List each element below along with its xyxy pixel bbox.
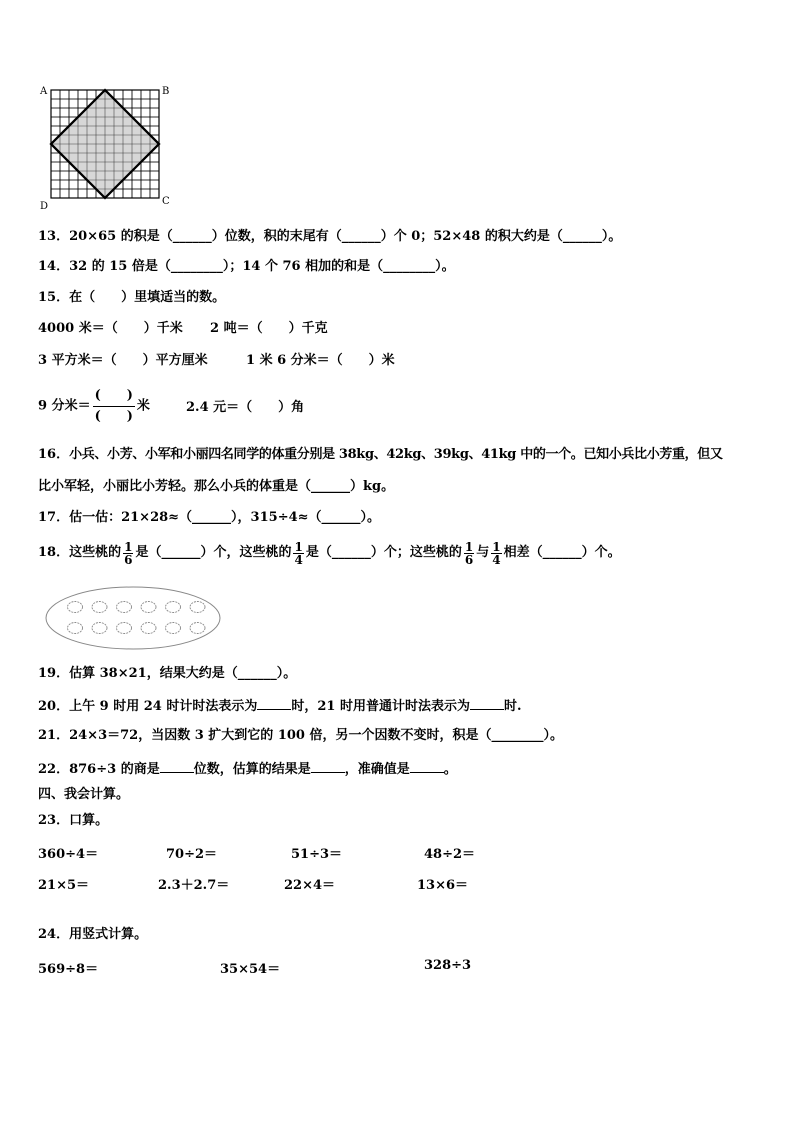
question-24 xyxy=(38,926,147,944)
calc-item: 2.3＋2.7＝ xyxy=(158,878,230,893)
peaches-figure xyxy=(44,585,224,655)
question-13 xyxy=(38,228,621,246)
q20-part1: 上午 9 时用 24 时计时法表示为 xyxy=(69,699,258,714)
q15-row3-b: 2.4 元＝（ ）角 xyxy=(186,400,305,415)
section-4-title: 四、我会计算。 xyxy=(38,787,130,802)
q15-row3-prefix: 9 分米＝ xyxy=(38,398,91,414)
question-text: 在（ ）里填适当的数。 xyxy=(69,290,226,305)
peach-icon xyxy=(117,623,132,634)
question-number: 23． xyxy=(38,813,70,828)
peach-icon xyxy=(92,623,107,634)
peach-icon xyxy=(92,602,107,613)
calc-item: 35×54＝ xyxy=(220,962,281,977)
peach-icon xyxy=(141,602,156,613)
fraction-denominator: 4 xyxy=(492,552,501,567)
q22-part3: ，准确值是 xyxy=(344,762,410,777)
fraction-blank xyxy=(93,386,135,427)
question-number: 14． xyxy=(38,259,70,274)
q22-part1: 876÷3 的商是 xyxy=(69,762,160,777)
q18-part5: 相差（______）个。 xyxy=(503,545,621,560)
calc-item: 13×6＝ xyxy=(417,878,469,893)
calc-item: 22×4＝ xyxy=(284,878,336,893)
question-text: 32 的 15 倍是（________）；14 个 76 相加的和是（________）。 xyxy=(69,259,455,274)
calc-item: 48÷2＝ xyxy=(424,847,476,862)
question-text: 24×3＝72，当因数 3 扩大到它的 100 倍，另一个因数不变时，积是（________）。 xyxy=(69,728,563,743)
calc-item: 328÷3 xyxy=(424,958,472,973)
fraction-numerator: 1 xyxy=(464,539,474,554)
question-18 xyxy=(38,538,621,569)
q18-part4: 与 xyxy=(476,545,490,560)
peach-icon xyxy=(68,602,83,613)
answer-blank[interactable] xyxy=(311,759,345,773)
question-number: 21． xyxy=(38,728,70,743)
corner-label-b: B xyxy=(162,86,170,97)
question-14 xyxy=(38,258,455,276)
question-title: 用竖式计算。 xyxy=(69,927,148,942)
question-number: 16． xyxy=(38,447,70,462)
question-16-line1 xyxy=(38,446,723,464)
fraction-one-quarter-b xyxy=(491,541,501,566)
q15-row2-a: 3 平方米＝（ ）平方厘米 xyxy=(38,353,208,368)
question-number: 13． xyxy=(38,229,70,244)
fraction-denominator: 6 xyxy=(124,552,133,567)
corner-label-c: C xyxy=(162,196,170,207)
question-23 xyxy=(38,812,108,830)
fraction-numerator: 1 xyxy=(124,539,133,554)
question-21 xyxy=(38,727,563,745)
question-number: 24． xyxy=(38,927,70,942)
question-text: 20×65 的积是（______）位数，积的末尾有（______）个 0；52×48 的积大约是（______）。 xyxy=(69,229,622,244)
peach-icon xyxy=(117,602,132,613)
question-text: 估算 38×21，结果大约是（______）。 xyxy=(69,666,297,681)
question-number: 22． xyxy=(38,762,70,777)
q18-part2: 是（______）个，这些桃的 xyxy=(135,545,292,560)
q20-part2: 时，21 时用普通计时法表示为 xyxy=(291,699,470,714)
question-17 xyxy=(38,509,380,527)
peach-icon xyxy=(68,623,83,634)
q20-part3: 时. xyxy=(503,699,522,714)
fraction-denominator: 6 xyxy=(464,552,474,567)
question-text: 小兵、小芳、小军和小丽四名同学的体重分别是 38kg、42kg、39kg、41kg 中的一个。已知小兵比小芳重，但又 xyxy=(69,447,723,462)
fraction-denominator: ( ) xyxy=(94,409,133,424)
q22-part2: 位数，估算的结果是 xyxy=(193,762,311,777)
fraction-denominator: 4 xyxy=(294,552,303,567)
question-number: 17． xyxy=(38,510,70,525)
peach-icon xyxy=(166,623,181,634)
question-text: 估一估：21×28≈（______），315÷4≈（______）。 xyxy=(69,510,381,525)
q15-row3-suffix: 米 xyxy=(136,398,150,414)
q15-row1-b: 2 吨＝（ ）千克 xyxy=(210,321,328,336)
calc-item: 569÷8＝ xyxy=(38,962,99,977)
q18-part3: 是（______）个；这些桃的 xyxy=(305,545,462,560)
answer-blank[interactable] xyxy=(410,759,444,773)
fraction-one-sixth xyxy=(123,541,133,566)
q18-part1: 这些桃的 xyxy=(69,545,122,560)
question-19 xyxy=(38,665,296,683)
fraction-one-quarter xyxy=(293,541,303,566)
calc-item: 70÷2＝ xyxy=(166,847,218,862)
corner-label-d: D xyxy=(40,201,49,212)
corner-label-a: A xyxy=(40,86,48,97)
peach-icon xyxy=(190,623,205,634)
question-number: 18． xyxy=(38,545,70,560)
square-grid-figure xyxy=(36,82,176,212)
q15-row3-a xyxy=(38,386,150,427)
question-20 xyxy=(38,696,522,716)
question-title: 口算。 xyxy=(69,813,109,828)
plate-outline xyxy=(46,587,220,649)
peach-icon xyxy=(166,602,181,613)
calc-item: 51÷3＝ xyxy=(291,847,343,862)
fraction-numerator: ( ) xyxy=(93,386,135,407)
peach-icon xyxy=(141,623,156,634)
question-15 xyxy=(38,289,225,307)
question-22 xyxy=(38,759,457,779)
answer-blank[interactable] xyxy=(257,696,291,710)
question-16-line2: 比小军轻，小丽比小芳轻。那么小兵的体重是（______）kg。 xyxy=(38,479,395,494)
q22-part4: 。 xyxy=(443,762,457,777)
answer-blank[interactable] xyxy=(470,696,504,710)
calc-item: 360÷4＝ xyxy=(38,847,99,862)
question-number: 20． xyxy=(38,699,70,714)
answer-blank[interactable] xyxy=(160,759,194,773)
fraction-numerator: 1 xyxy=(492,539,501,554)
question-number: 15． xyxy=(38,290,70,305)
fraction-numerator: 1 xyxy=(294,539,303,554)
question-number: 19． xyxy=(38,666,70,681)
q15-row1-a: 4000 米＝（ ）千米 xyxy=(38,321,183,336)
calc-item: 21×5＝ xyxy=(38,878,90,893)
fraction-one-sixth-b xyxy=(464,541,474,566)
peach-icon xyxy=(190,602,205,613)
q15-row2-b: 1 米 6 分米＝（ ）米 xyxy=(246,353,395,368)
